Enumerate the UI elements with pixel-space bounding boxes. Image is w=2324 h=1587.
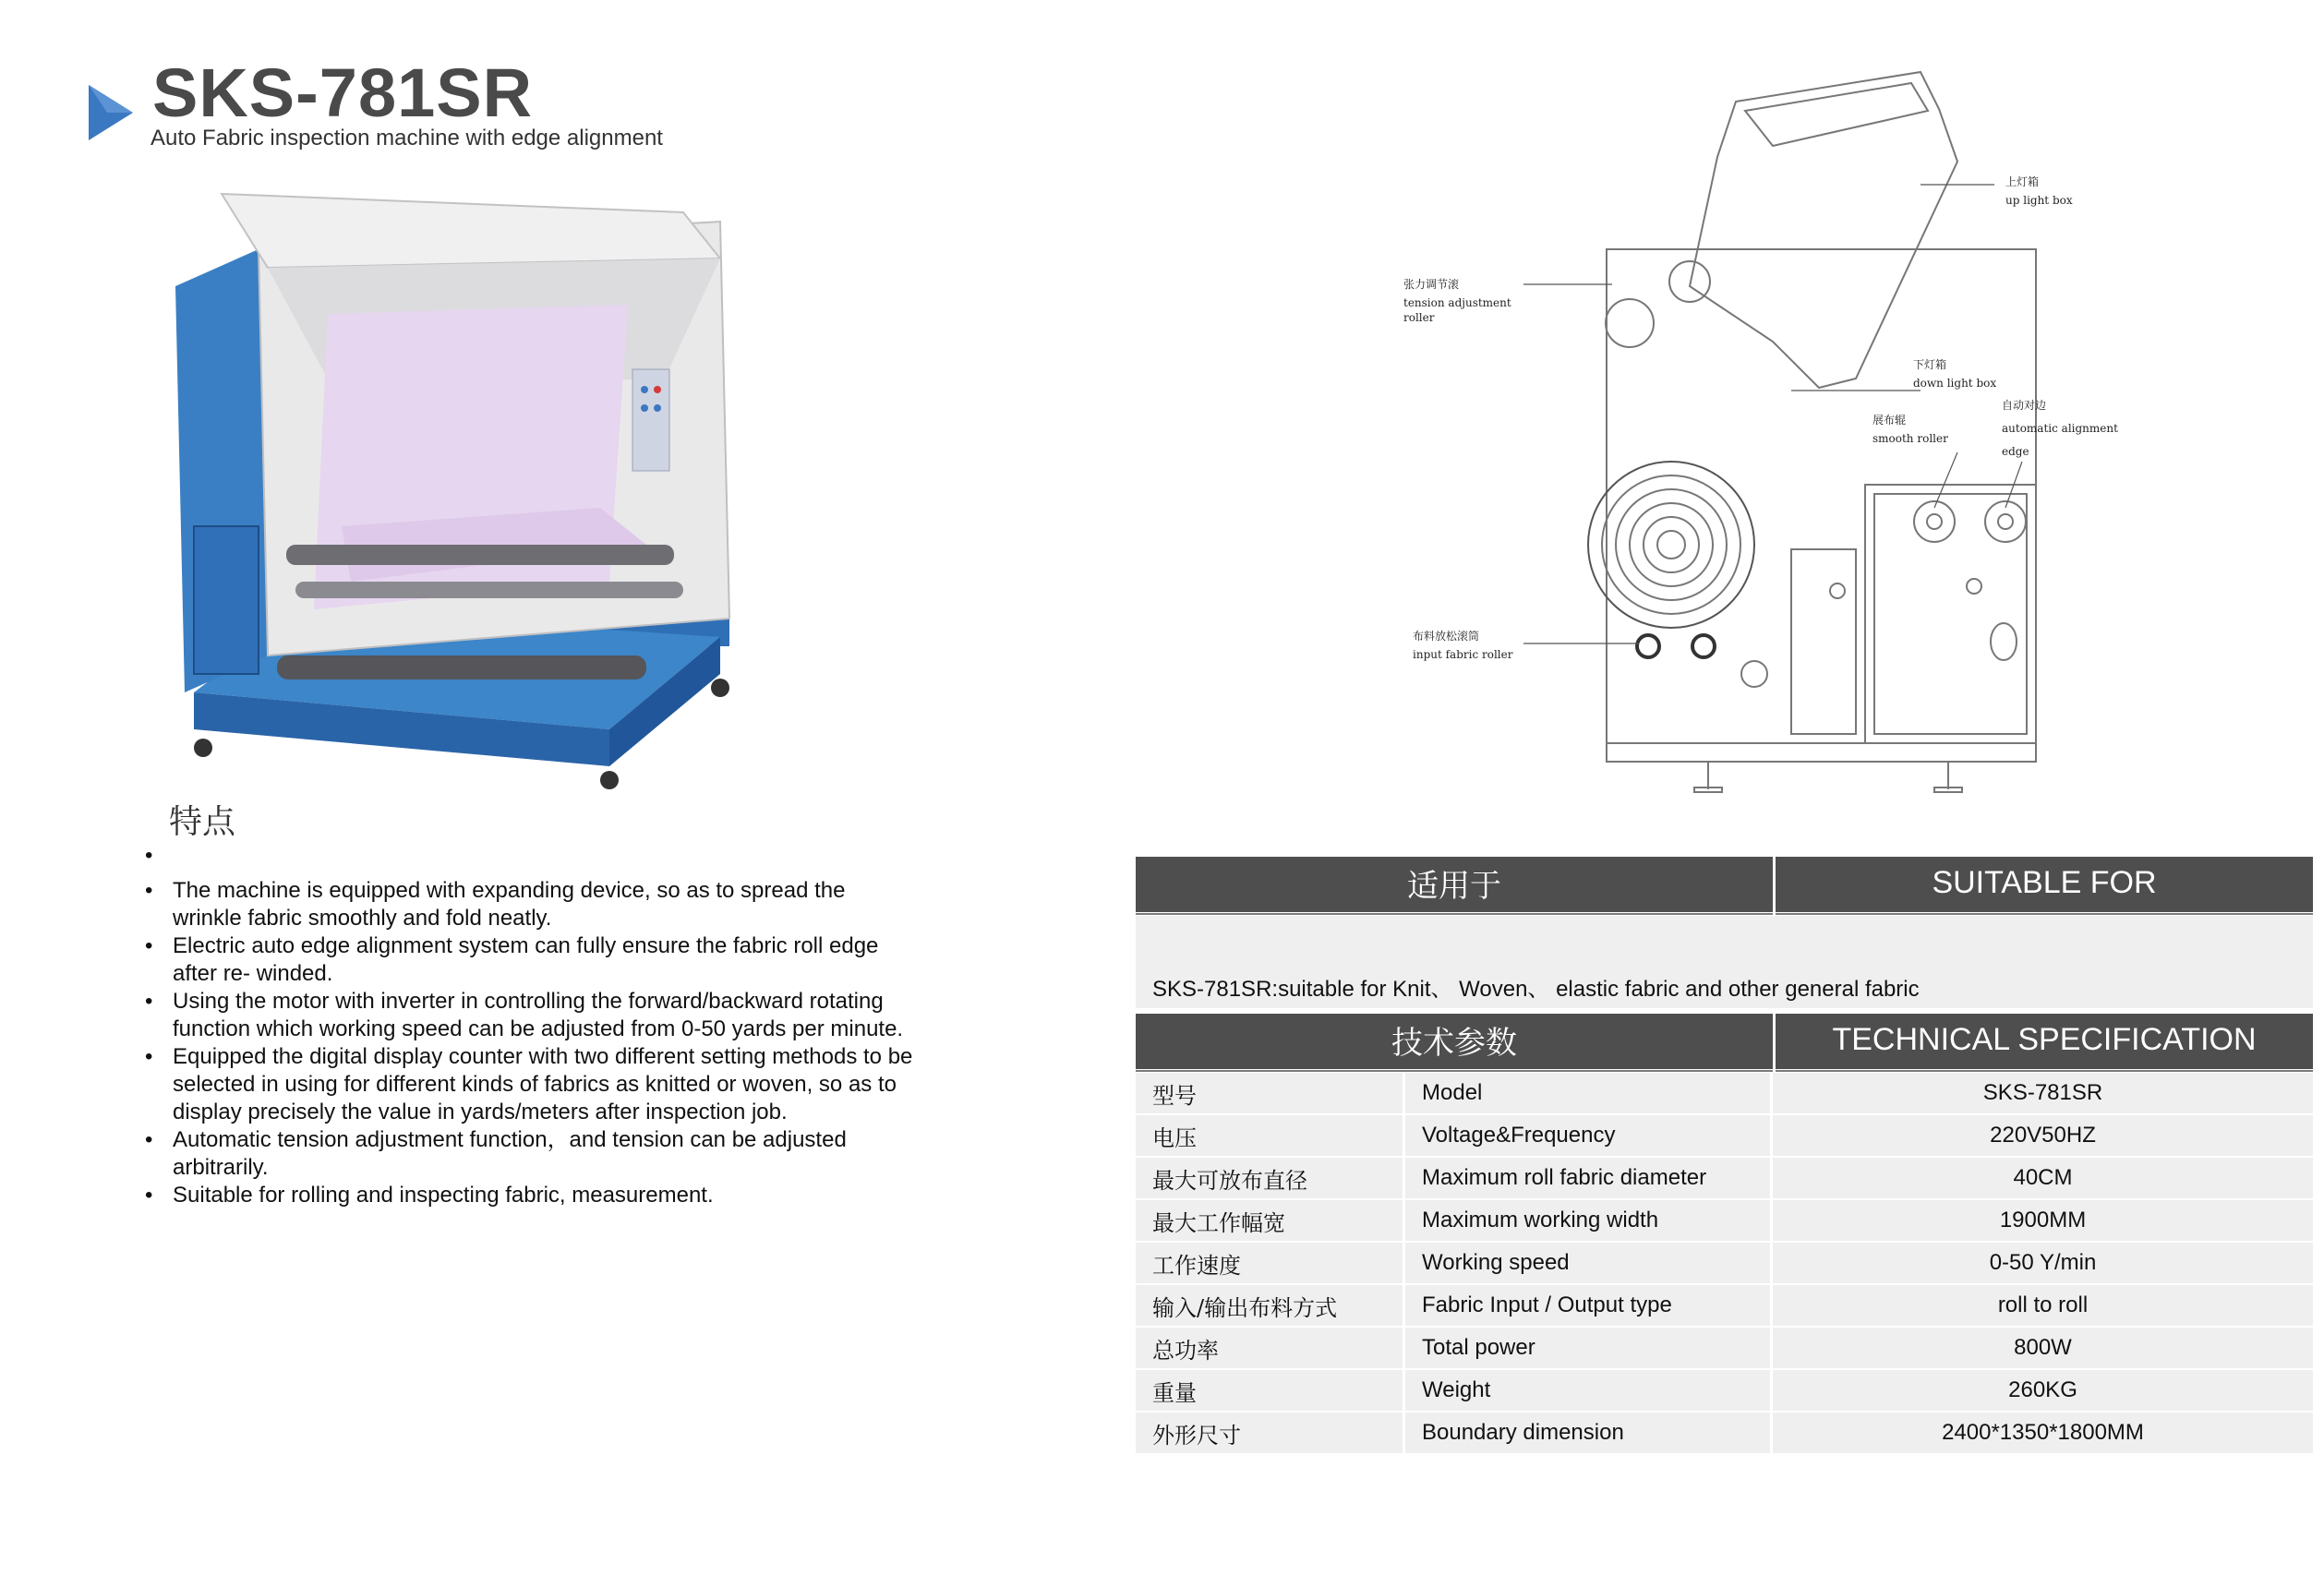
label-auto-align-cn: 自动对边	[2002, 399, 2047, 412]
suitable-text: SKS-781SR:suitable for Knit、 Woven、 elastic fabric and other general fabric	[1152, 977, 1920, 1002]
label-input-en: input fabric roller	[1413, 648, 1513, 661]
spec-en: Fabric Input / Output type	[1405, 1285, 1773, 1326]
spec-row	[1136, 1413, 2313, 1455]
feature-item: • Using the motor with inverter in controlling the forward/backward rotating function which working speed can be adjusted from 0-50 yards per minute.	[143, 988, 919, 1043]
spec-en: Working speed	[1405, 1243, 1773, 1283]
spec-en: Total power	[1405, 1328, 1773, 1368]
spec-cn: 最大可放布直径	[1136, 1158, 1405, 1198]
label-smooth-en: smooth roller	[1872, 432, 1948, 445]
feature-item: • Automatic tension adjustment function，and tension can be adjusted arbitrarily.	[143, 1126, 919, 1182]
label-tension-cn: 张力调节滚	[1403, 278, 1460, 291]
spec-value: roll to roll	[1997, 1292, 2089, 1317]
features-list	[143, 842, 919, 1209]
spec-row	[1136, 1158, 2313, 1200]
label-down-light-en: down light box	[1913, 377, 1997, 390]
spec-cn: 总功率	[1136, 1328, 1405, 1368]
spec-title-en: TECHNICAL SPECIFICATION	[1832, 1021, 2257, 1057]
spec-en: Boundary dimension	[1405, 1413, 1773, 1453]
spec-value: 2400*1350*1800MM	[1942, 1420, 2144, 1445]
label-tension-en-2: roller	[1403, 311, 1435, 324]
feature-item: • Suitable for rolling and inspecting fabric, measurement.	[143, 1182, 919, 1209]
spec-value: 40CM	[2013, 1165, 2073, 1190]
spec-cn: 外形尺寸	[1136, 1413, 1405, 1453]
spec-row	[1136, 1115, 2313, 1158]
spec-row	[1136, 1200, 2313, 1243]
label-up-light-en: up light box	[2005, 194, 2073, 207]
spec-en: Maximum working width	[1405, 1200, 1773, 1241]
label-down-light-cn: 下灯箱	[1913, 358, 1947, 371]
spec-value: 220V50HZ	[1990, 1123, 2096, 1148]
spec-table	[1136, 857, 2313, 1455]
spec-row	[1136, 1285, 2313, 1328]
product-title: SKS-781SR	[152, 54, 534, 131]
spec-cn: 最大工作幅宽	[1136, 1200, 1405, 1241]
spec-en: Model	[1405, 1073, 1773, 1113]
spec-cn: 重量	[1136, 1370, 1405, 1411]
feature-item: • Equipped the digital display counter with two different setting methods to be selected in using for different kinds of fabrics as knitted or woven, so as to display precisely the value in yards/meters after inspection job.	[143, 1043, 919, 1126]
label-smooth-cn: 展布辊	[1872, 414, 1907, 427]
spec-en: Voltage&Frequency	[1405, 1115, 1773, 1156]
label-tension-en: tension adjustment	[1403, 296, 1511, 309]
suitable-header	[1136, 857, 2313, 912]
title-arrow-icon	[89, 85, 133, 140]
spec-en: Weight	[1405, 1370, 1773, 1411]
feature-item: • The machine is equipped with expanding device, so as to spread the wrinkle fabric smoothly and fold neatly.	[143, 877, 919, 932]
spec-value: 1900MM	[1999, 1208, 2087, 1232]
spec-cn: 工作速度	[1136, 1243, 1405, 1283]
feature-item: • Electric auto edge alignment system can fully ensure the fabric roll edge after re- winded.	[143, 932, 919, 988]
spec-value: 0-50 Y/min	[1989, 1250, 2097, 1275]
spec-cn: 输入/输出布料方式	[1136, 1285, 1405, 1326]
machine-diagram	[1385, 65, 2142, 794]
suitable-body	[1136, 916, 2313, 1008]
suitable-title-en: SUITABLE FOR	[1932, 864, 2157, 900]
spec-header	[1136, 1014, 2313, 1069]
label-input-cn: 布料放松滚筒	[1413, 630, 1480, 643]
machine-photo	[166, 175, 766, 803]
product-subtitle: Auto Fabric inspection machine with edge alignment	[151, 126, 663, 150]
spec-cn: 型号	[1136, 1073, 1405, 1113]
spec-row	[1136, 1243, 2313, 1285]
spec-en: Maximum roll fabric diameter	[1405, 1158, 1773, 1198]
spec-row	[1136, 1073, 2313, 1115]
spec-value: 260KG	[2008, 1377, 2077, 1402]
spec-cn: 电压	[1136, 1115, 1405, 1156]
spec-row	[1136, 1370, 2313, 1413]
spec-value: 800W	[2014, 1335, 2072, 1360]
spec-value: SKS-781SR	[1982, 1080, 2103, 1105]
suitable-title-cn: 适用于	[1136, 857, 1776, 912]
label-auto-align-en: automatic alignment	[2002, 422, 2118, 435]
features-heading: 特点	[169, 803, 236, 841]
spec-row	[1136, 1328, 2313, 1370]
label-auto-align-en-2: edge	[2002, 445, 2029, 458]
label-up-light-cn: 上灯箱	[2005, 175, 2040, 188]
spec-title-cn: 技术参数	[1136, 1014, 1776, 1069]
features-empty-bullet	[143, 842, 919, 870]
